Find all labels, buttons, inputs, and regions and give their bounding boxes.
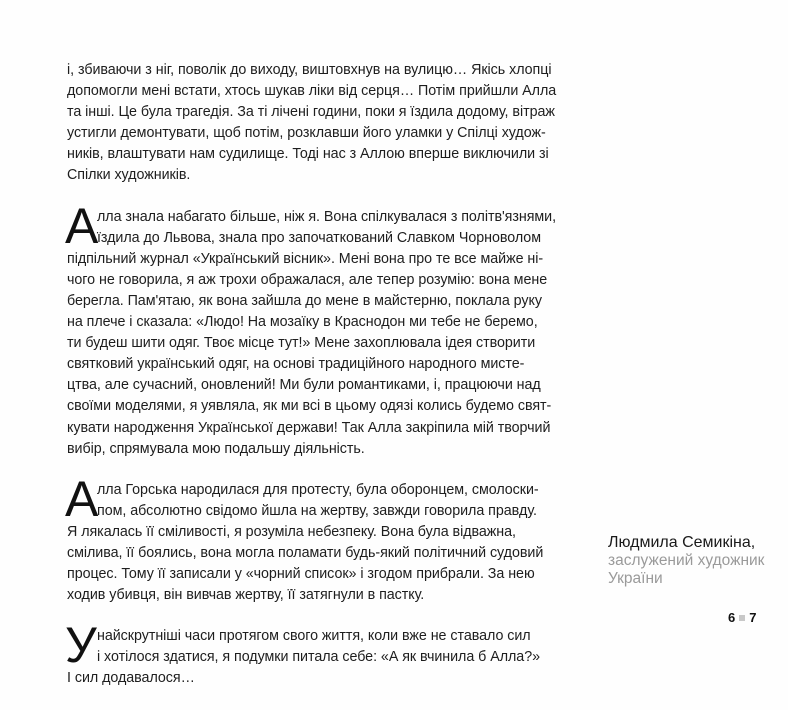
author-role: заслужений художник (608, 552, 765, 569)
text-line: ти будеш шити одяг. Твоє місце тут!» Мене захоплювала ідея створити (67, 335, 536, 352)
text-line: смілива, її боялись, вона могла поламати будь-який політичний судовий (67, 544, 544, 561)
text-line: берегла. Пам'ятаю, як вона зайшла до мене в майстерню, поклала руку (67, 292, 542, 309)
text-line: пом, абсолютно свідомо йшла на жертву, завжди говорила правду. (97, 502, 537, 519)
text-line: та інші. Це була трагедія. За ті лічені години, поки я їздила додому, вітраж (67, 104, 555, 121)
text-line: їздила до Львова, знала про започаткований Славком Чорноволом (97, 229, 541, 246)
text-line: і, збиваючи з ніг, поволік до виходу, виштовхнув на вулицю… Якісь хлопці (67, 62, 552, 78)
paragraph-1 (67, 60, 557, 187)
text-line: устигли демонтувати, щоб потім, розклавши його уламки у Спілці худож- (67, 125, 546, 142)
text-line: І сил додавалося… (67, 670, 195, 687)
page-number-right: 7 (749, 610, 757, 625)
text-line: на плече і сказала: «Людо! На мозаїку в Краснодон ми тебе не беремо, (67, 314, 538, 331)
text-line: допомогли мені встати, хтось шукав ліки від серця… Потім прийшли Алла (67, 83, 557, 100)
paragraph-4 (65, 617, 557, 689)
text-line: чого не говорила, я аж трохи ображалася, але тепер розумію: вона мене (67, 271, 548, 288)
article-body (67, 60, 557, 710)
text-line: Спілки художників. (67, 167, 191, 184)
drop-cap: А (65, 470, 99, 527)
text-line: ходив убивця, він вивчав жертву, її затягнули в пастку. (67, 587, 425, 604)
text-line: процес. Тому її записали у «чорний список» і згодом прибрали. За нею (67, 566, 535, 583)
page-numbers (728, 610, 756, 625)
text-line: підпільний журнал «Український вісник». Мені вона про те все майже ні- (67, 250, 544, 267)
text-line: ників, влаштувати нам судилище. Тоді нас з Аллою вперше виключили зі (67, 146, 549, 163)
text-line: вибір, спрямувала мою подальшу діяльність. (67, 440, 365, 457)
text-line: цтва, але сучасний, оновлений! Ми були романтиками, і, працюючи над (67, 377, 541, 394)
paragraph-3 (65, 470, 557, 607)
author-credit (608, 533, 783, 588)
text-line: кувати народження Української держави! Так Алла закріпила мій творчий (67, 419, 551, 436)
text-line: лла знала набагато більше, ніж я. Вона спілкувалася з політв'язнями, (97, 208, 557, 225)
author-role-country: України (608, 570, 663, 587)
page-number-left: 6 (728, 610, 736, 625)
text-line: найскрутніші часи протягом свого життя, коли вже не ставало сил (97, 628, 531, 645)
text-line: лла Горська народилася для протесту, була оборонцем, смолоски- (97, 481, 539, 498)
drop-cap: У (65, 617, 97, 674)
paragraph-2 (65, 197, 557, 460)
drop-cap: А (65, 197, 99, 254)
text-line: своїми моделями, я уявляла, як ми всі в цьому одязі колись будемо свят- (67, 398, 552, 415)
page-separator-square-icon (739, 615, 745, 621)
text-line: і хотілося здатися, я подумки питала себе: «А як вчинила б Алла?» (97, 649, 541, 666)
author-name: Людмила Семикіна, (608, 534, 756, 551)
text-line: святковий український одяг, на основі традиційного народного мисте- (67, 356, 525, 373)
text-line: Я лякалась її сміливості, я розуміла небезпеку. Вона була відважна, (67, 523, 516, 540)
